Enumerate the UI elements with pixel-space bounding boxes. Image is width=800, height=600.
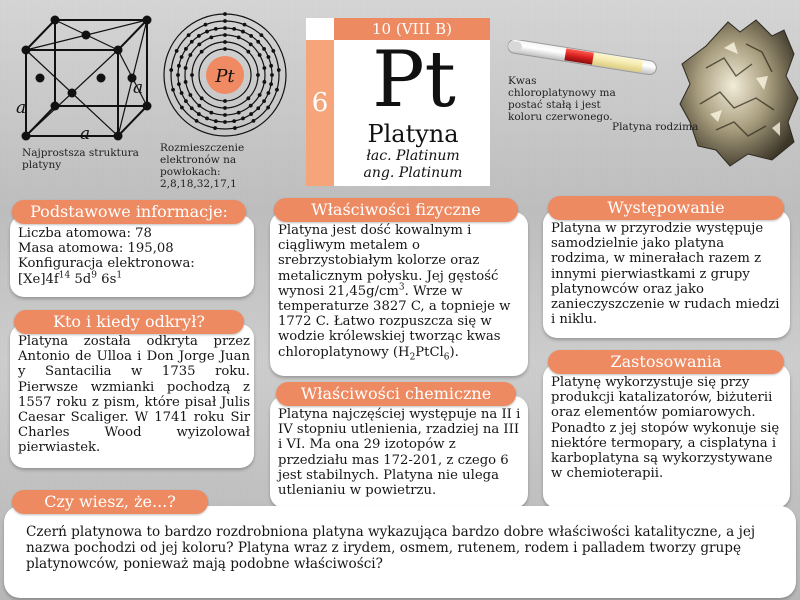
discovery-text: Platyna została odkryta przez Antonio de Ulloa i Don Jorge Juan y Santacilia w 1735 roku. Pierwsze wzmianki pochodzą z 1557 roku z pism, które pisał Julis Caesar Scaliger. W 1741 roku Sir Charles Wood wyizolował pierwiastek. xyxy=(18,334,250,456)
electron-shell-4 xyxy=(205,30,209,34)
electron-shell-4 xyxy=(205,117,209,121)
electron-shell-3 xyxy=(237,111,241,115)
electron-shell-2 xyxy=(190,73,194,77)
electron-shell-3 xyxy=(258,93,262,97)
electron-configuration-label: Konfiguracja elektronowa: xyxy=(18,256,195,272)
electron-shell-4 xyxy=(269,82,273,86)
electron-shell-5 xyxy=(204,23,208,27)
electron-shell-diagram xyxy=(160,10,290,140)
electron-shell-2 xyxy=(246,50,250,54)
electron-shell-4 xyxy=(223,120,227,124)
electron-shell-3 xyxy=(249,42,253,46)
electron-shell-3 xyxy=(249,104,253,108)
electron-shell-4 xyxy=(232,119,236,123)
element-tile xyxy=(306,18,490,186)
electron-shell-4 xyxy=(269,64,273,68)
electron-shell-4 xyxy=(232,27,236,31)
electron-shell-4 xyxy=(241,117,245,121)
electron-shell-4 xyxy=(197,34,201,38)
chemical-properties-text: Platyna najczęściej występuje na II i IV stopniu utlenienia, rzadziej na III i VI. Ma ona 29 izotopów z przedziału mas 172-201, z czego 6 jest stabilnych. Platyna nie ulega utlenianiu w powietrzu. xyxy=(278,407,521,499)
electron-shell-4 xyxy=(184,99,188,103)
applications-card xyxy=(543,364,790,508)
did-you-know-text: Czerń platynowa to bardzo rozdrobniona platyna wykazująca bardzo dobre właściwości katalityczne, a jej nazwa pochodzi od jej koloru? Platyna wraz z irydem, osmem, rutenem, rodem i palladem tworzy grupę platynowców, ponieważ mają podobne właściwości? xyxy=(26,524,756,572)
chloroplatinic-acid-vial-image xyxy=(503,40,661,76)
electron-shell-4 xyxy=(177,64,181,68)
electron-shell-4 xyxy=(256,40,260,44)
electron-shell-5 xyxy=(275,88,279,92)
electron-shell-5 xyxy=(252,119,256,123)
electron-shell-2 xyxy=(246,96,250,100)
electron-shell-4 xyxy=(262,99,266,103)
electron-shell-4 xyxy=(176,73,180,77)
electron-shell-1 xyxy=(223,47,227,51)
applications-title: Zastosowania xyxy=(548,350,784,374)
element-period: 6 xyxy=(311,88,329,118)
electron-shell-4 xyxy=(249,34,253,38)
physical-properties-card xyxy=(270,212,528,376)
electron-shell-3 xyxy=(188,53,192,57)
electron-shell-caption: Rozmieszczenie elektronów na powłokach: 2,8,18,32,17,1 xyxy=(160,142,245,190)
applications-text: Platynę wykorzystuje się przy produkcji katalizatorów, biżuterii oraz elementów pomiarowych. Ponadto z jej stopów wykonuje się niektóre termopary, a cisplatyna i karboplatyna są wykorzystywane w chemioterapii. xyxy=(551,375,780,482)
chemical-properties-card xyxy=(270,396,528,508)
vial-caption: Kwas chloroplatynowy ma postać stałą i jest koloru czerwonego. xyxy=(508,75,616,123)
element-latin-name: łac. Platinum xyxy=(366,148,460,164)
electron-shell-5 xyxy=(187,33,191,37)
electron-shell-3 xyxy=(184,66,188,70)
occurrence-card xyxy=(543,210,790,338)
crystal-label-a-bottom: a xyxy=(80,124,91,144)
electron-shell-5 xyxy=(213,126,217,130)
chemical-properties-title: Właściwości chemiczne xyxy=(276,382,516,406)
electron-shell-3 xyxy=(197,104,201,108)
electron-shell-4 xyxy=(270,73,274,77)
electron-shell-5 xyxy=(266,106,270,110)
atomic-number: Liczba atomowa: 78 xyxy=(18,226,152,241)
crystal-label-a-right: a xyxy=(133,78,144,98)
electron-shell-2 xyxy=(200,96,204,100)
electron-shell-2 xyxy=(256,73,260,77)
electron-shell-3 xyxy=(262,66,266,70)
nucleus-label: Pt xyxy=(215,66,235,87)
electron-shell-4 xyxy=(267,55,271,59)
electron-shell-4 xyxy=(177,82,181,86)
electron-shell-4 xyxy=(262,47,266,51)
atomic-mass: Masa atomowa: 195,08 xyxy=(18,241,174,257)
electron-shell-1 xyxy=(223,99,227,103)
electron-shell-5 xyxy=(277,68,281,72)
electron-shell-3 xyxy=(188,93,192,97)
discovery-card xyxy=(10,324,254,468)
discovery-title: Kto i kiedy odkrył? xyxy=(14,310,244,334)
physical-properties-text: Platyna jest dość kowalnym i ciągliwym metalem o srebrzystobiałym kolorze oraz metalicznym połysku. Jej gęstość wynosi $21,45g/cm^3$. Wrze w temperaturze 3827 C, a topnieje w 1772 C. Łatwo rozpuszcza się w wodzie królewskiej tworząc kwas chloroplatynowy $(H_2PtCl_6)$. xyxy=(278,223,511,363)
electron-shell-2 xyxy=(223,40,227,44)
electron-shell-4 xyxy=(214,119,218,123)
electron-shell-5 xyxy=(180,106,184,110)
electron-shell-4 xyxy=(180,91,184,95)
electron-shell-5 xyxy=(271,49,275,53)
electron-shell-3 xyxy=(209,36,213,40)
crystal-label-a-left: a xyxy=(16,98,27,118)
electron-shell-3 xyxy=(237,36,241,40)
element-group: 10 (VIII B) xyxy=(334,18,490,40)
electron-shell-4 xyxy=(249,112,253,116)
electron-shell-2 xyxy=(200,50,204,54)
electron-shell-4 xyxy=(214,27,218,31)
basic-info-title: Podstawowe informacje: xyxy=(12,200,246,224)
occurrence-text: Platyna w przyrodzie występuje samodzielnie jako platyna rodzima, w minerałach razem z innymi pierwiastkami z grupy platynowców oraz jako zanieczyszczenie w rudach miedzi i niklu. xyxy=(551,221,780,328)
electron-shell-4 xyxy=(180,55,184,59)
electron-shell-4 xyxy=(241,30,245,34)
electron-shell-5 xyxy=(223,19,227,23)
element-name: Platyna xyxy=(367,120,459,148)
element-english-name: ang. Platinum xyxy=(363,165,463,181)
electron-shell-5 xyxy=(259,33,263,37)
occurrence-title: Występowanie xyxy=(548,196,784,220)
electron-shell-2 xyxy=(223,106,227,110)
electron-shell-3 xyxy=(209,111,213,115)
electron-shell-4 xyxy=(223,26,227,30)
electron-shell-3 xyxy=(258,53,262,57)
electron-shell-3 xyxy=(197,42,201,46)
electron-shell-6 xyxy=(223,12,227,16)
electron-shell-5 xyxy=(233,126,237,130)
electron-shell-3 xyxy=(262,80,266,84)
electron-shell-5 xyxy=(243,23,247,27)
crystal-caption: Najprostsza struktura platyny xyxy=(22,147,139,171)
electron-shell-4 xyxy=(197,112,201,116)
electron-shell-4 xyxy=(190,106,194,110)
electron-shell-4 xyxy=(267,91,271,95)
electron-shell-5 xyxy=(169,68,173,72)
physical-properties-title: Właściwości fizyczne xyxy=(274,198,518,222)
electron-shell-4 xyxy=(256,106,260,110)
basic-info-card xyxy=(10,215,254,297)
electron-shell-3 xyxy=(184,80,188,84)
nugget-caption: Platyna rodzima xyxy=(612,121,699,133)
did-you-know-card xyxy=(4,506,796,598)
electron-shell-5 xyxy=(195,119,199,123)
element-symbol: Pt xyxy=(372,35,456,125)
electron-configuration: $[Xe]4f^{14}$ $5d^9$ $6s^1$ xyxy=(18,270,123,287)
electron-shell-4 xyxy=(184,47,188,51)
electron-shell-5 xyxy=(175,49,179,53)
electron-shell-3 xyxy=(223,113,227,117)
native-platinum-nugget-image xyxy=(676,18,800,168)
electron-shell-4 xyxy=(190,40,194,44)
electron-shell-3 xyxy=(223,33,227,37)
did-you-know-title: Czy wiesz, że...? xyxy=(12,490,208,514)
electron-shell-5 xyxy=(171,88,175,92)
